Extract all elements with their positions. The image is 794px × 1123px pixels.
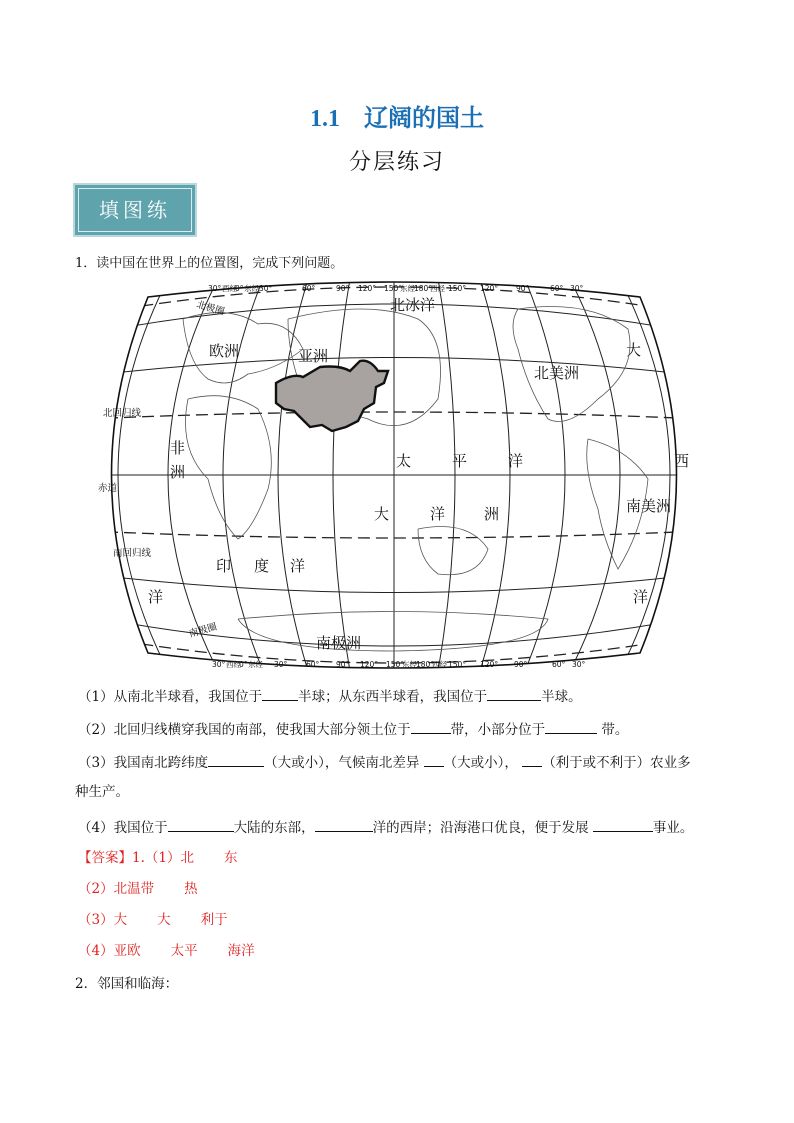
lon-top-5: 30° [259, 284, 273, 293]
lon-top-12: 西经 [430, 284, 445, 293]
lon-top-14: 120° [480, 284, 499, 293]
question-1-stem: 1．读中国在世界上的位置图，完成下列问题。 [75, 256, 344, 271]
blank-9[interactable] [315, 817, 373, 832]
answer-3-1: （3）大 [78, 912, 128, 928]
lon-bottom-1: 30° [212, 660, 226, 669]
label-indian-3: 洋 [290, 557, 306, 575]
answer-1-1: 1.（1）北 [132, 850, 194, 866]
lon-top-15: 90° [516, 284, 530, 293]
map-labels [148, 296, 689, 652]
answer-line-1 [78, 846, 237, 866]
subq-3-cont: 种生产。 [75, 784, 129, 800]
page-subtitle: 分层练习 [348, 150, 445, 175]
page-title [0, 98, 794, 133]
lon-top-3: 0° [235, 284, 244, 293]
lon-top-10: 东经 [400, 284, 415, 293]
lon-bottom-4: 东经 [248, 660, 263, 669]
answer-2-1: （2）北温带 [78, 881, 155, 897]
title-text: 辽阔的国土 [364, 104, 484, 132]
subq-2-b: 带，小部分位于 [450, 722, 546, 738]
lon-bottom-7: 90° [336, 660, 350, 669]
blank-7[interactable] [522, 752, 542, 767]
title-number: 1.1 [310, 106, 340, 132]
label-arctic-circle: 北极圈 [195, 299, 226, 318]
subq-3 [78, 751, 691, 771]
answer-tag: 【答案】 [78, 850, 132, 866]
subq-3-d: （利于或不利于）农业多 [542, 755, 691, 771]
label-north-america: 北美洲 [534, 364, 580, 382]
blank-8[interactable] [168, 817, 234, 832]
label-oceania-2: 洋 [430, 505, 446, 523]
label-pacific-3: 洋 [508, 452, 524, 470]
lon-top-11: 180° [414, 284, 433, 293]
subq-4-b: 大陆的东部， [233, 820, 315, 836]
blank-1[interactable] [262, 686, 298, 701]
lon-bottom-12: 西经 [432, 660, 447, 669]
lon-top-4: 东经 [244, 284, 259, 293]
section-badge [73, 183, 197, 237]
lon-bottom-13: 150° [448, 660, 467, 669]
lon-bottom-11: 180° [416, 660, 435, 669]
blank-10[interactable] [593, 817, 653, 832]
subq-1-b: 半球；从东西半球看，我国位于 [298, 689, 488, 705]
answer-4-2: 太平 [170, 943, 198, 959]
label-arctic-ocean: 北冰洋 [390, 296, 436, 314]
lon-bottom-16: 60° [552, 660, 566, 669]
subq-4-c: 洋的西岸；沿海港口优良，便于发展 [372, 820, 593, 836]
lon-bottom-15: 90° [514, 660, 528, 669]
subq-1 [78, 685, 582, 705]
lon-top-6: 60° [302, 284, 316, 293]
answer-line-2 [78, 877, 198, 897]
blank-3[interactable] [411, 719, 451, 734]
world-map [88, 279, 700, 671]
label-europe: 欧洲 [209, 342, 240, 360]
subq-4 [78, 816, 693, 836]
subq-2 [78, 718, 628, 738]
subq-2-c: 带。 [597, 722, 629, 738]
label-atlantic-1: 大 [626, 341, 642, 359]
lon-top-2: 西经 [222, 284, 237, 293]
label-antarctic-circle: 南极圈 [187, 621, 219, 640]
lon-top-8: 120° [358, 284, 377, 293]
blank-5[interactable] [208, 752, 264, 767]
label-oceania-1: 大 [374, 505, 390, 523]
blank-4[interactable] [545, 719, 597, 734]
lon-bottom-6: 60° [306, 660, 320, 669]
lon-top-1: 30° [208, 284, 222, 293]
lon-bottom-3: 0° [239, 660, 248, 669]
label-south-america: 南美洲 [626, 497, 672, 515]
lon-top-7: 90° [336, 284, 350, 293]
answer-2-2: 热 [184, 881, 198, 897]
label-indian-left: 洋 [148, 588, 164, 606]
label-antarctica: 南极洲 [316, 634, 362, 652]
lon-bottom-5: 30° [274, 660, 288, 669]
label-atlantic-2: 西 [674, 452, 690, 470]
label-pacific-1: 太 [396, 452, 412, 470]
lon-top-9: 150° [384, 284, 403, 293]
label-tropic-cancer: 北回归线 [103, 408, 142, 419]
lon-bottom-17: 30° [572, 660, 586, 669]
label-atlantic-3: 洋 [633, 588, 649, 606]
subq-4-d: 事业。 [652, 820, 694, 836]
map-lon-top [208, 283, 584, 293]
blank-6[interactable] [424, 752, 444, 767]
label-africa-1: 非 [170, 439, 186, 457]
label-tropic-capricorn: 南回归线 [113, 548, 152, 559]
lon-bottom-9: 150° [386, 660, 405, 669]
answer-4-1: （4）亚欧 [78, 943, 141, 959]
lon-bottom-14: 120° [480, 660, 499, 669]
answer-1-2: 东 [223, 850, 238, 866]
answer-line-4 [78, 939, 255, 959]
lon-bottom-10: 东经 [402, 660, 417, 669]
lon-bottom-2: 西经 [226, 660, 241, 669]
question-2-stem: 2．邻国和临海： [75, 976, 179, 992]
section-label: 填图练 [78, 188, 192, 232]
answer-line-3 [78, 908, 228, 928]
lon-top-17: 30° [570, 284, 584, 293]
answer-3-2: 大 [157, 912, 171, 928]
blank-2[interactable] [487, 686, 541, 701]
label-pacific-2: 平 [452, 452, 468, 470]
answer-3-3: 利于 [200, 912, 228, 928]
label-indian-1: 印 [216, 557, 232, 575]
lon-top-16: 60° [550, 284, 564, 293]
subq-1-a: （1）从南北半球看，我国位于 [78, 689, 263, 705]
subq-1-c: 半球。 [541, 689, 582, 705]
subq-2-a: （2）北回归线横穿我国的南部，使我国大部分领土位于 [78, 722, 411, 738]
subq-3-a: （3）我国南北跨纬度 [78, 755, 209, 771]
label-oceania-3: 洲 [484, 505, 500, 523]
subq-3-b: （大或小），气候南北差异 [264, 755, 424, 771]
subq-3-c: （大或小）， [443, 755, 518, 771]
map-coastlines [183, 307, 648, 652]
label-indian-2: 度 [254, 557, 270, 575]
lon-top-13: 150° [448, 284, 467, 293]
label-equator: 赤道 [98, 483, 118, 494]
lon-bottom-8: 120° [360, 660, 379, 669]
subq-4-a: （4）我国位于 [78, 820, 168, 836]
answer-4-3: 海洋 [227, 943, 255, 959]
label-asia: 亚洲 [298, 347, 329, 365]
label-africa-2: 洲 [170, 463, 186, 481]
